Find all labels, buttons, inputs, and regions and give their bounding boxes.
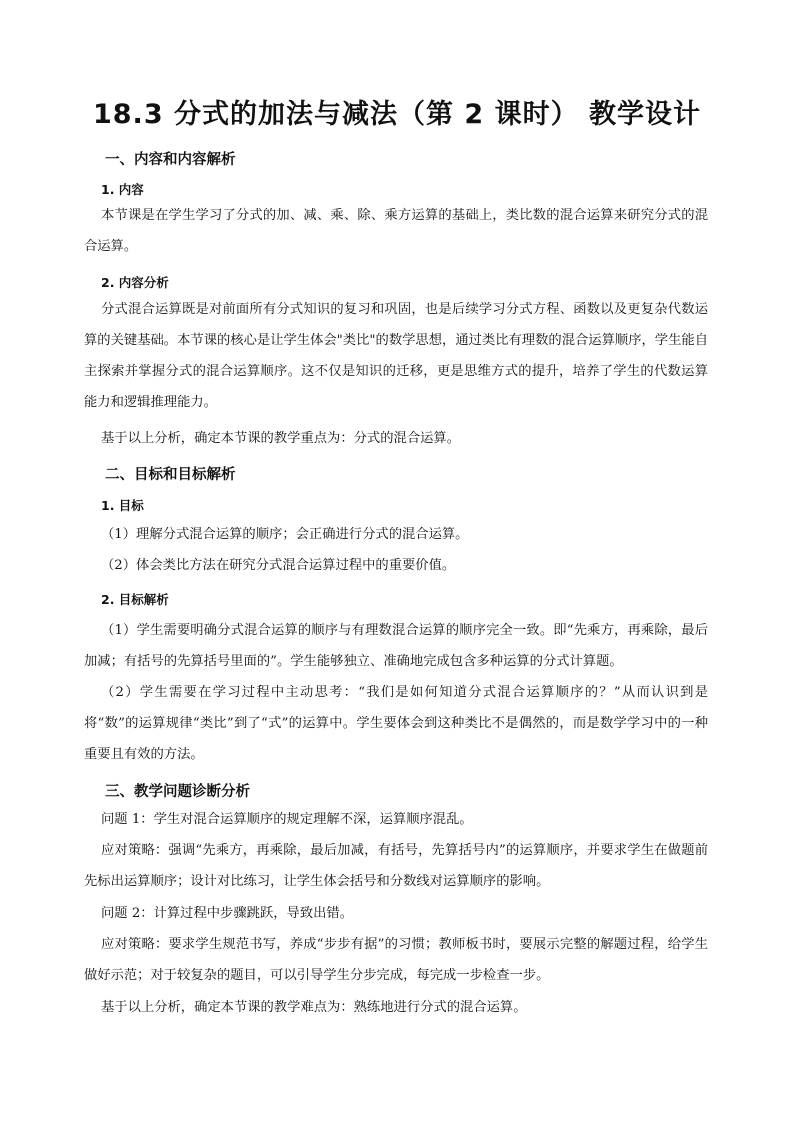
page-title: 18.3 分式的加法与减法（第 2 课时） 教学设计 <box>92 99 701 130</box>
section-heading-content: 一、内容和内容解析 <box>105 152 236 168</box>
subheading-content: 1. 内容 <box>101 182 144 197</box>
goal-analysis-2: （2）学生需要在学习过程中主动思考：“我们是如何知道分式混合运算顺序的？”从而认识到是将“数”的运算规律“类比”到了“式”的运算中。学生要体会到这种类比不是偶然的，而是数学学习中的一种重要且有效的方法。 <box>84 685 708 762</box>
goal-item-2: （2）体会类比方法在研究分式混合运算过程中的重要价值。 <box>101 558 456 573</box>
goal-item-1: （1）理解分式混合运算的顺序；会正确进行分式的混合运算。 <box>101 527 469 542</box>
paragraph-key-point: 基于以上分析，确定本节课的教学重点为：分式的混合运算。 <box>101 431 461 446</box>
strategy-2: 应对策略：要求学生规范书写，养成“步步有据”的习惯；教师板书时，要展示完整的解题过程，给学生做好示范；对于较复杂的题目，可以引导学生分步完成，每完成一步检查一步。 <box>84 937 708 983</box>
problem-2: 问题 2：计算过程中步骤跳跃，导致出错。 <box>101 906 354 921</box>
strategy-1: 应对策略：强调“先乘方，再乘除，最后加减，有括号，先算括号内”的运算顺序，并要求学生在做题前先标出运算顺序；设计对比练习，让学生体会括号和分数线对运算顺序的影响。 <box>84 843 708 889</box>
subheading-goal-analysis: 2. 目标解析 <box>101 592 169 607</box>
goal-analysis-1: （1）学生需要明确分式混合运算的顺序与有理数混合运算的顺序完全一致。即“先乘方，再乘除，最后加减；有括号的先算括号里面的”。学生能够独立、准确地完成包含多种运算的分式计算题。 <box>84 623 708 669</box>
paragraph-content: 本节课是在学生学习了分式的加、减、乘、除、乘方运算的基础上，类比数的混合运算来研究分式的混合运算。 <box>84 208 708 254</box>
paragraph-difficulty: 基于以上分析，确定本节课的教学难点为：熟练地进行分式的混合运算。 <box>101 1000 527 1015</box>
subheading-content-analysis: 2. 内容分析 <box>101 275 169 290</box>
section-heading-diagnosis: 三、教学问题诊断分析 <box>105 784 250 800</box>
paragraph-content-analysis: 分式混合运算既是对前面所有分式知识的复习和巩固，也是后续学习分式方程、函数以及更复杂代数运算的关键基础。本节课的核心是让学生体会"类比"的数学思想，通过类比有理数的混合运算顺序，学生能自主探索并掌握分式的混合运算顺序。这不仅是知识的迁移，更是思维方式的提升，培养了学生的代数运算能力和逻辑推理能力。 <box>84 302 708 410</box>
section-heading-goals: 二、目标和目标解析 <box>105 467 236 483</box>
problem-1: 问题 1：学生对混合运算顺序的规定理解不深，运算顺序混乱。 <box>101 812 473 827</box>
subheading-goals: 1. 目标 <box>101 498 144 513</box>
